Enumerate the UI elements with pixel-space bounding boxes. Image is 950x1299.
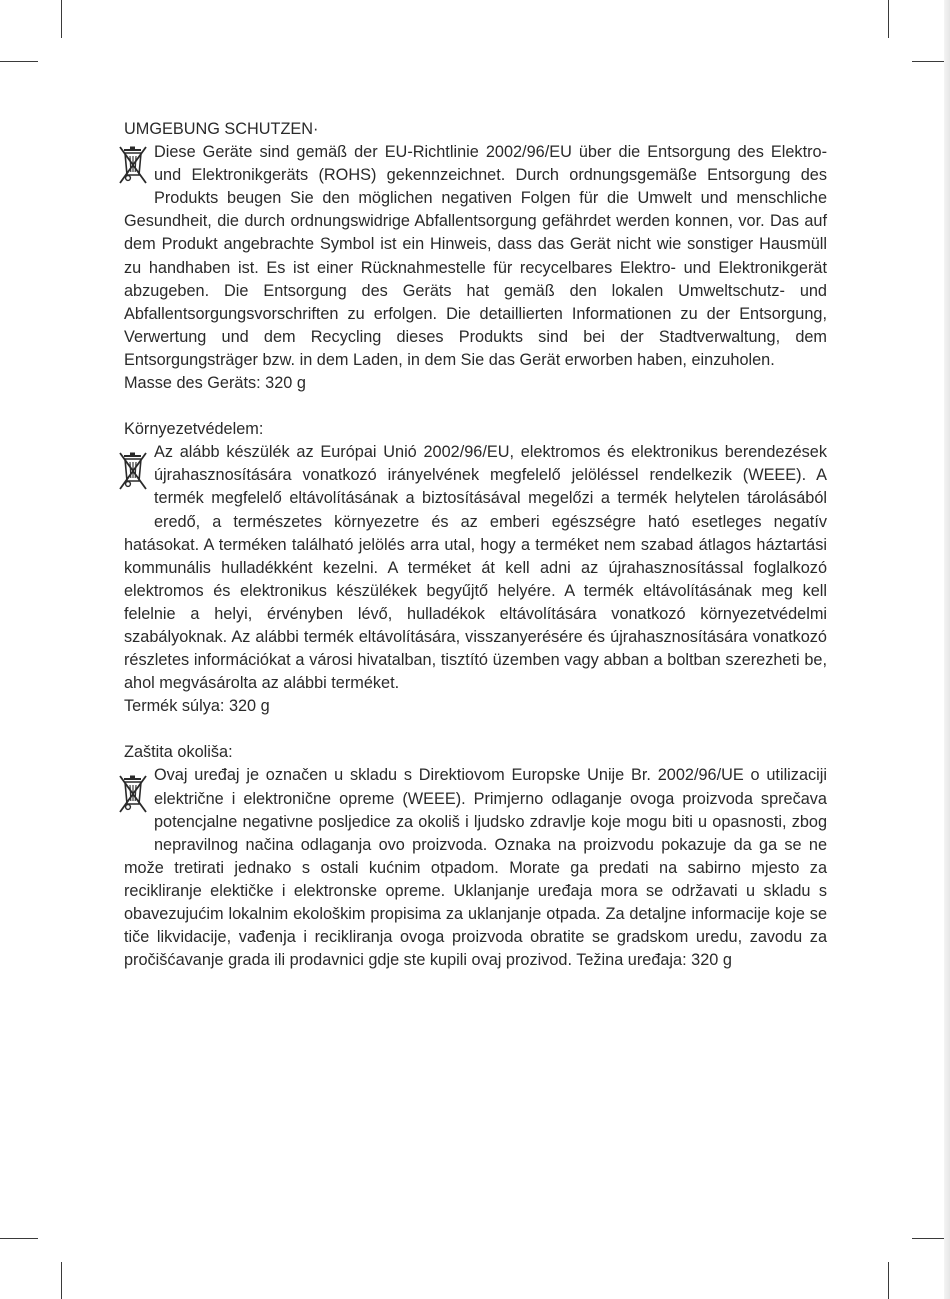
section-heading: Környezetvédelem: (124, 420, 264, 439)
section-body (124, 441, 827, 695)
section-body (124, 141, 827, 372)
crop-mark-top-left (61, 0, 62, 38)
section-croatian (124, 741, 827, 972)
section-heading: UMGEBUNG SCHUTZEN· (124, 120, 319, 138)
section-text: Ovaj uređaj je označen u skladu s Direktiovom Europske Unije Br. 2002/96/UE o utilizaciji električne i elektronične opreme (WEEE). Primjerno odlaganje ovoga proizvoda sprečava potencjalne negativne posljedice za okoliš i ljudsko zdravlje koje mogu biti u opasnosti, zbog nepravilnog načina odlaganja ovo proizvoda. Oznaka na proizvodu pokazuje da ga se ne može tretirati jednako s ostali kućnim otpadom. Morate ga predati na sabirno mjesto za recikliranje elektičke i elektronske opreme. Uklanjanje uređaja mora se održavati u skladu s obavezujućim lokalnim ekološkim propisima za uklanjanje otpada. Za detaljne informacije koje se tiče likvidacije, vađenja i recikliranja ovoga proizvoda obratite se gradskom uredu, zavodu za pročišćavanje grada ili prodavnici gdje ste kupili ovaj prozivod. Težina uređaja: 320 g (124, 766, 827, 970)
crossed-out-wheelie-bin-icon (118, 145, 148, 189)
crossed-out-wheelie-bin-icon (118, 451, 148, 517)
section-text: Az alább készülék az Európai Unió 2002/96/EU, elektromos és elektronikus berendezések újrahasznosítására vonatkozó irányelvének megfelelő jelöléssel rendelkezik (WEEE). A termék megfelelő eltávolításának a biztosításával megelőzi a termék helytelen tárolásából eredő, a természetes környezetre és az emberi egészségre ható esetleges negatív hatásokat. A terméken található jelölés arra utal, hogy a terméket nem szabad átlagos háztartási kommunális hulladékként kezelni. A terméket át kell adni az újrahasznosítással foglalkozó elektromos és elektronikus készülékek begyűjtő helyére. A termék eltávolításának meg kell felelnie a helyi, érvényben lévő, hulladékok eltávolítására vonatkozó környezetvédelmi szabályoknak. Az alábbi termék eltávolítására, visszanyerésére és újrahasznosítására vonatkozó részletes információkat a városi hivatalban, tisztító üzemben vagy abban a boltban szerezheti be, ahol megvásárolta az alábbi terméket. (124, 443, 827, 693)
section-body (124, 764, 827, 972)
crossed-out-wheelie-bin-icon (118, 774, 148, 840)
section-heading: Zaštita okoliša: (124, 743, 233, 762)
section-hungarian (124, 418, 827, 718)
crop-mark-bottom-right (888, 1262, 889, 1299)
device-weight: Termék súlya: 320 g (124, 697, 270, 716)
page-edge-shadow (944, 0, 950, 1299)
device-weight: Masse des Geräts: 320 g (124, 374, 306, 393)
crop-mark-top-right (888, 0, 889, 38)
section-text: Diese Geräte sind gemäß der EU-Richtlinie 2002/96/EU über die Entsorgung des Elektro- und Elektronikgeräts (ROHS) gekennzeichnet. Durch ordnungsgemäße Entsorgung des Produkts beugen Sie den möglichen negativen Folgen für die Umwelt und menschliche Gesundheit, die durch ordnungswidrige Abfallentsorgung gefährdet werden konnen, vor. Das auf dem Produkt angebrachte Symbol ist ein Hinweis, dass das Gerät nicht wie sonstiger Hausmüll zu handhaben ist. Es ist einer Rücknahmestelle für recycelbares Elektro- und Elektronikgerät abzugeben. Die Entsorgung des Geräts hat gemäß den lokalen Umweltschutz- und Abfallentsorgungsvorschriften zu erfolgen. Die detaillierten Informationen zu der Entsorgung, Verwertung und dem Recycling dieses Produkts sind bei der Stadtverwaltung, dem Entsorgungsträger bzw. in dem Laden, in dem Sie das Gerät erworben haben, einzuholen. (124, 143, 827, 369)
document-page (124, 118, 827, 995)
section-german (124, 118, 827, 395)
crop-mark-left-top (0, 61, 38, 62)
crop-mark-bottom-left (61, 1262, 62, 1299)
crop-mark-left-bottom (0, 1238, 38, 1239)
